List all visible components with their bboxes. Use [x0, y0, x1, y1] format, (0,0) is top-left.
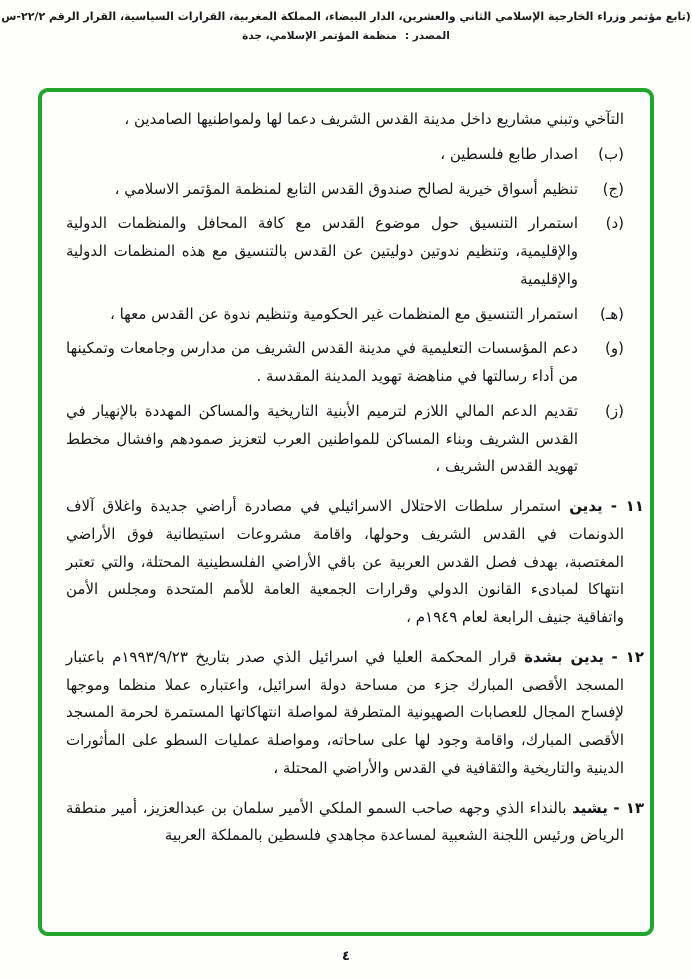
item-text: بالنداء الذي وجهه صاحب السمو الملكي الأمير سلمان بن عبدالعزيز، أمير منطقة الرياض ورئيس اللجنة الشعبية لمساعدة مجاهدي فلسطين بالمملكة العربية: [66, 798, 624, 845]
header-title: (تابع مؤتمر وزراء الخارجية الإسلامي الثاني والعشرين، الدار البيضاء، المملكة المغربية، القرارات السياسية، القرار الرقم ٢٢/٢-س: [1, 10, 691, 23]
lettered-item-j: [66, 176, 624, 204]
item-text: تنظيم أسواق خيرية لصالح صندوق القدس التابع لمنظمة المؤتمر الاسلامي ،: [114, 179, 578, 198]
item-text: استمرار التنسيق مع المنظمات غير الحكومية وتنظيم ندوة عن القدس معها ،: [110, 304, 578, 323]
item-text: اصدار طابع فلسطين ،: [440, 144, 578, 163]
item-lead: يشيد: [572, 798, 608, 817]
item-letter: (ب): [598, 144, 624, 163]
lettered-item-h: [66, 301, 624, 329]
lettered-item-b: [66, 141, 624, 169]
lettered-item-z: [66, 398, 624, 481]
page-number: ٤: [342, 949, 350, 964]
item-letter: (و): [605, 339, 624, 358]
resolution-content-box: [38, 88, 654, 936]
item-number: ١١ -: [610, 497, 644, 515]
item-letter: (ج): [602, 179, 624, 198]
item-letter: (هـ): [599, 304, 624, 323]
lettered-item-d: [66, 210, 624, 293]
lettered-item-w: [66, 335, 624, 391]
numbered-item-12: [66, 644, 644, 783]
item-text: استمرار التنسيق حول موضوع القدس مع كافة المحافل والمنظمات الدولية والإقليمية، وتنظيم ندوتين دوليتين عن القدس بالتنسيق مع هذه المنظمات الدولية والإقليمية: [66, 214, 578, 288]
item-text: استمرار سلطات الاحتلال الاسرائيلي في مصادرة أراضي جديدة واغلاق آلاف الدونمات في القدس الشريف وحولها، واقامة مشروعات استيطانية فوق الأراضي المغتصبة، بهدف فصل القدس العربية عن باقي الأراضي الفلسطينية المحتلة، والتي تعتبر انتهاكا لمبادىء القانون الدولي وقرارات الجمعية العامة للأمم المتحدة ومجلس الأمن واتفاقية جنيف الرابعة لعام ١٩٤٩م ،: [66, 497, 624, 626]
item-text: قرار المحكمة العليا في اسرائيل الذي صدر بتاريخ ١٩٩٣/٩/٢٣م باعتبار المسجد الأقصى المبارك جزء من مساحة دولة اسرائيل، واعتباره عملا منظما وموجها لإفساح المجال للعصابات الصهيونية المتطرفة لمواصلة انتهاكاتها المستمرة لحرمة المسجد الأقصى المبارك، واقامة وجود لها على ساحاته، ومواصلة عمليات السطو على المأثورات الدينية والتاريخية والثقافية في القدس والأراضي المحتلة ،: [66, 647, 624, 777]
item-number: ١٢ -: [611, 647, 644, 666]
item-lead: يدين بشدة: [524, 647, 604, 666]
document-header: [0, 10, 692, 42]
intro-paragraph: التآخي وتبني مشاريع داخل مدينة القدس الشريف دعما لها ولمواطنيها الصامدين ،: [124, 110, 624, 128]
numbered-item-11: [66, 493, 644, 632]
item-number: ١٣ -: [613, 798, 644, 817]
item-lead: يدين: [569, 497, 603, 515]
numbered-item-13: [66, 795, 644, 851]
item-letter: (د): [605, 214, 624, 233]
item-letter: (ز): [605, 401, 624, 420]
item-text: دعم المؤسسات التعليمية في مدينة القدس الشريف من مدارس وجامعات وتمكينها من أداء رسالتها في مناهضة تهويد المدينة المقدسة .: [66, 339, 578, 385]
source-line: [0, 30, 692, 42]
source-value: منظمة المؤتمر الإسلامي، جدة: [242, 30, 397, 42]
source-label: المصدر :: [404, 30, 450, 42]
item-text: تقديم الدعم المالي اللازم لترميم الأبنية التاريخية والمساكن المهددة بالإنهيار في القدس الشريف وبناء المساكن للمواطنين العرب لتعزيز صمودهم وافشال مخطط تهويد القدس الشريف ،: [66, 401, 578, 476]
